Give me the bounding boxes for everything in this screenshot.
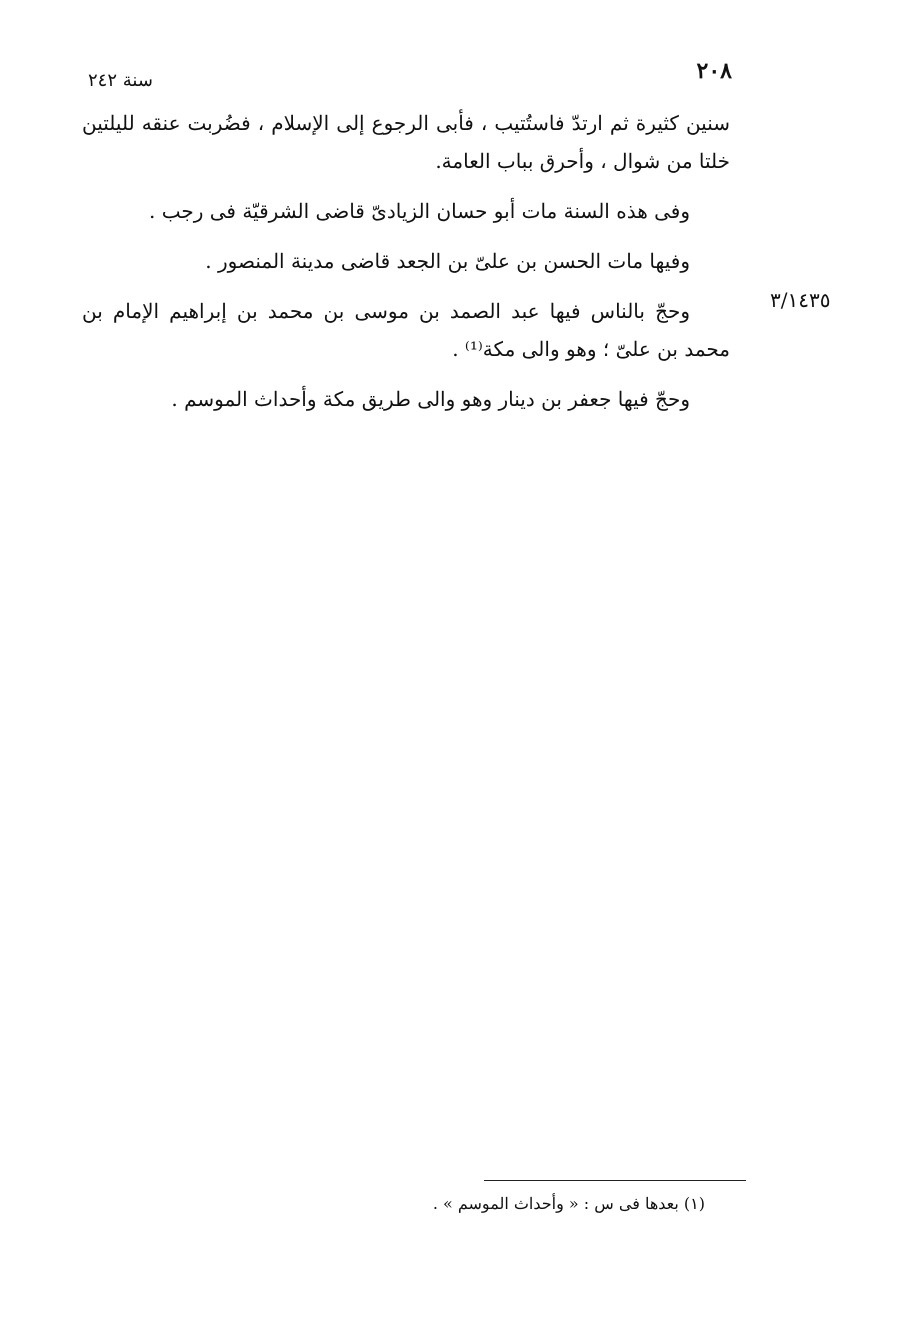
paragraph: وحجّ فيها جعفر بن دينار وهو والى طريق مكة وأحداث الموسم . — [171, 387, 690, 411]
page-number: ٢٠٨ — [696, 58, 732, 84]
margin-reference: ٣/١٤٣٥ — [770, 288, 831, 312]
paragraph: وحجّ بالناس فيها عبد الصمد بن موسى بن محمد بن إبراهيم الإمام بن محمد بن علىّ ؛ وهو والى مكة⁽¹⁾ . — [82, 299, 730, 361]
paragraph: سنين كثيرة ثم ارتدّ فاستُتيب ، فأبى الرجوع إلى الإسلام ، فضُربت عنقه لليلتين خلتا من شوال ، وأحرق بباب العامة. — [82, 111, 730, 173]
main-text — [82, 104, 730, 430]
running-header-year: سنة ٢٤٢ — [88, 70, 153, 91]
paragraph: وفيها مات الحسن بن علىّ بن الجعد قاضى مدينة المنصور . — [205, 249, 690, 273]
paragraph: وفى هذه السنة مات أبو حسان الزيادىّ قاضى الشرقيّة فى رجب . — [149, 199, 690, 223]
footnote: (١) بعدها فى س : « وأحداث الموسم » . — [432, 1194, 705, 1213]
footnote-divider — [484, 1180, 746, 1181]
